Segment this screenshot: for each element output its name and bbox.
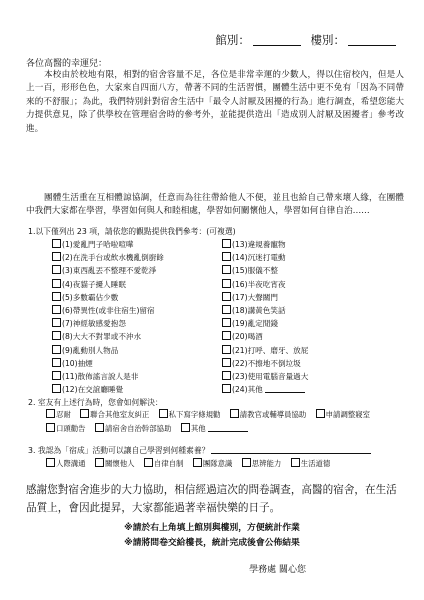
building-label: 樓別： [310,33,345,47]
question-3-prompt: 3. 我認為「宿成」活動可以讓自己學習到何種素養？ [28,445,371,456]
option-item[interactable]: (5)多數霸佔少數 [52,292,164,305]
checkbox[interactable] [181,423,190,432]
checkbox[interactable] [222,371,231,380]
checkbox[interactable] [222,292,231,301]
checkbox[interactable] [222,358,231,367]
checkbox[interactable] [52,358,61,367]
option-item[interactable]: 思辨能力 [242,459,282,468]
other-blank[interactable] [208,423,248,432]
option-item[interactable]: (12)在交誼廳睡覺 [52,384,164,397]
checkbox[interactable] [291,458,300,467]
note-submit: ※請將問卷交給樓長，統計完成後會公佈結果 [124,538,300,548]
checkbox[interactable] [52,305,61,314]
checkbox[interactable] [222,331,231,340]
checkbox[interactable] [222,318,231,327]
option-item[interactable]: 關懷他人 [95,459,135,468]
option-item[interactable]: (2)在洗手台或飲水機亂倒廚餘 [52,252,164,265]
checkbox[interactable] [222,345,231,354]
checkbox[interactable] [52,318,61,327]
option-item[interactable]: (13)違規養寵物 [222,239,308,252]
second-paragraph: 團體生活重在互相體諒協調，任意而為往往帶給他人不便，並且也給自己帶來壞人緣，在團體中我們大家都在學習，學習如何與人和睦相處，學習如何關懷他人，學習如何自律自治…… [26,193,404,217]
checkbox[interactable] [52,252,61,261]
option-item[interactable]: 忍耐 [46,410,71,419]
option-item[interactable]: 自律自制 [144,459,184,468]
checkbox[interactable] [52,371,61,380]
question-1-prompt: 1.以下僅列出 23 項，請依您的觀點提供我們參考：(可複選) [28,227,236,236]
hall-label: 館別： [215,33,250,47]
other-blank[interactable] [265,384,305,393]
option-item[interactable]: (11)散佈謠言說人是非 [52,371,164,384]
option-item[interactable]: (17)大聲關門 [222,292,308,305]
checkbox[interactable] [222,265,231,274]
option-item[interactable]: 口頭勸告 [46,424,86,433]
option-item[interactable]: (23)使用電腦音量過大 [222,371,308,384]
option-item[interactable]: (19)亂定閒錢 [222,318,308,331]
dorm-location-fields [215,32,402,48]
checkbox[interactable] [193,458,202,467]
checkbox[interactable] [222,279,231,288]
option-item[interactable]: (3)東西亂丟不整理不愛乾淨 [52,265,164,278]
answer-blank[interactable] [211,445,371,454]
checkbox[interactable] [52,239,61,248]
option-item[interactable]: (24)其他 [222,384,308,397]
option-item[interactable]: (18)講黃色笑話 [222,305,308,318]
checkbox[interactable] [222,239,231,248]
checkbox[interactable] [46,423,55,432]
checkbox[interactable] [80,409,89,418]
option-item[interactable]: (14)沉迷打電動 [222,252,308,265]
greeting: 各位高醫的幸運兒： [26,59,108,69]
checkbox[interactable] [52,331,61,340]
option-item[interactable]: (9)亂動別人物品 [52,345,164,358]
question-2-options [46,408,412,436]
option-item[interactable]: (10)抽煙 [52,358,164,371]
checkbox[interactable] [46,458,55,467]
option-item[interactable]: (1)愛亂門子哈啦喧嘩 [52,239,164,252]
checkbox[interactable] [222,252,231,261]
option-item[interactable]: (21)打呼、磨牙、放屁 [222,345,308,358]
option-item[interactable]: 私下寫字條規勸 [159,410,221,419]
question-3-options [46,457,412,471]
checkbox[interactable] [242,458,251,467]
option-item[interactable]: 請宿舍自治幹部協助 [95,424,172,433]
checkbox[interactable] [144,458,153,467]
option-item[interactable]: 請教官或輔導員協助 [230,410,307,419]
checkbox[interactable] [52,384,61,393]
question-1-left-column [52,239,164,397]
checkbox[interactable] [316,409,325,418]
option-item[interactable]: (22)不擦地不倒垃圾 [222,358,308,371]
checkbox[interactable] [52,265,61,274]
checkbox[interactable] [52,292,61,301]
option-item[interactable]: 生活道德 [291,459,331,468]
checkbox[interactable] [222,305,231,314]
option-item[interactable]: 人際溝通 [46,459,86,468]
hall-blank[interactable] [253,33,301,46]
thanks-paragraph: 感謝您對宿舍進步的大力協助，相信經過這次的問卷調查，高醫的宿舍，在生活品質上，會因此提昇，大家都能過著幸福快樂的日子。 [26,484,397,514]
checkbox[interactable] [95,458,104,467]
checkbox[interactable] [230,409,239,418]
option-item[interactable]: (4)夜貓子擾人睡眠 [52,279,164,292]
option-item[interactable]: (15)服儀不整 [222,265,308,278]
option-item[interactable]: 聯合其他室友糾正 [80,410,149,419]
checkbox[interactable] [159,409,168,418]
option-item[interactable]: (6)帶異性(或非住宿生)留宿 [52,305,164,318]
option-item[interactable]: (8)大大不對罪或不沖水 [52,331,164,344]
question-2-prompt: 2. 室友有上述行為時，您會如何解決： [28,398,163,407]
checkbox[interactable] [222,384,231,393]
option-item[interactable]: 申請調整寢室 [316,410,370,419]
option-item[interactable]: 其他 [181,424,248,433]
checkbox[interactable] [46,409,55,418]
option-item[interactable]: 團隊意識 [193,459,233,468]
checkbox[interactable] [52,279,61,288]
option-item[interactable]: (16)半夜吃宵夜 [222,279,308,292]
intro-paragraph: 本校由於校地有限，相對的宿舍容量不足，各位是非常幸運的少數人，得以住宿校內，但是人上一百，形形色色，大家來自四面八方，帶著不同的生活習慣，團體生活中更不免有「因為不同帶來的不舒服」；為此，我們特別針對宿舍生活中「最令人討厭及困擾的行為」進行調查，希望您能大力提供意見，除了供學校在管理宿舍時的參考外，並能提供造出「造成別人討厭及困擾者」參考改進。 [26,70,404,134]
question-1-right-column [222,239,308,397]
signature: 學務處 關心您 [249,565,306,575]
option-item[interactable]: (20)喝酒 [222,331,308,344]
note-fill-location: ※請於右上角填上館別與樓別，方便統計作業 [124,523,300,533]
checkbox[interactable] [52,345,61,354]
building-blank[interactable] [348,33,396,46]
option-item[interactable]: (7)神經敏感愛抱怨 [52,318,164,331]
checkbox[interactable] [95,423,104,432]
